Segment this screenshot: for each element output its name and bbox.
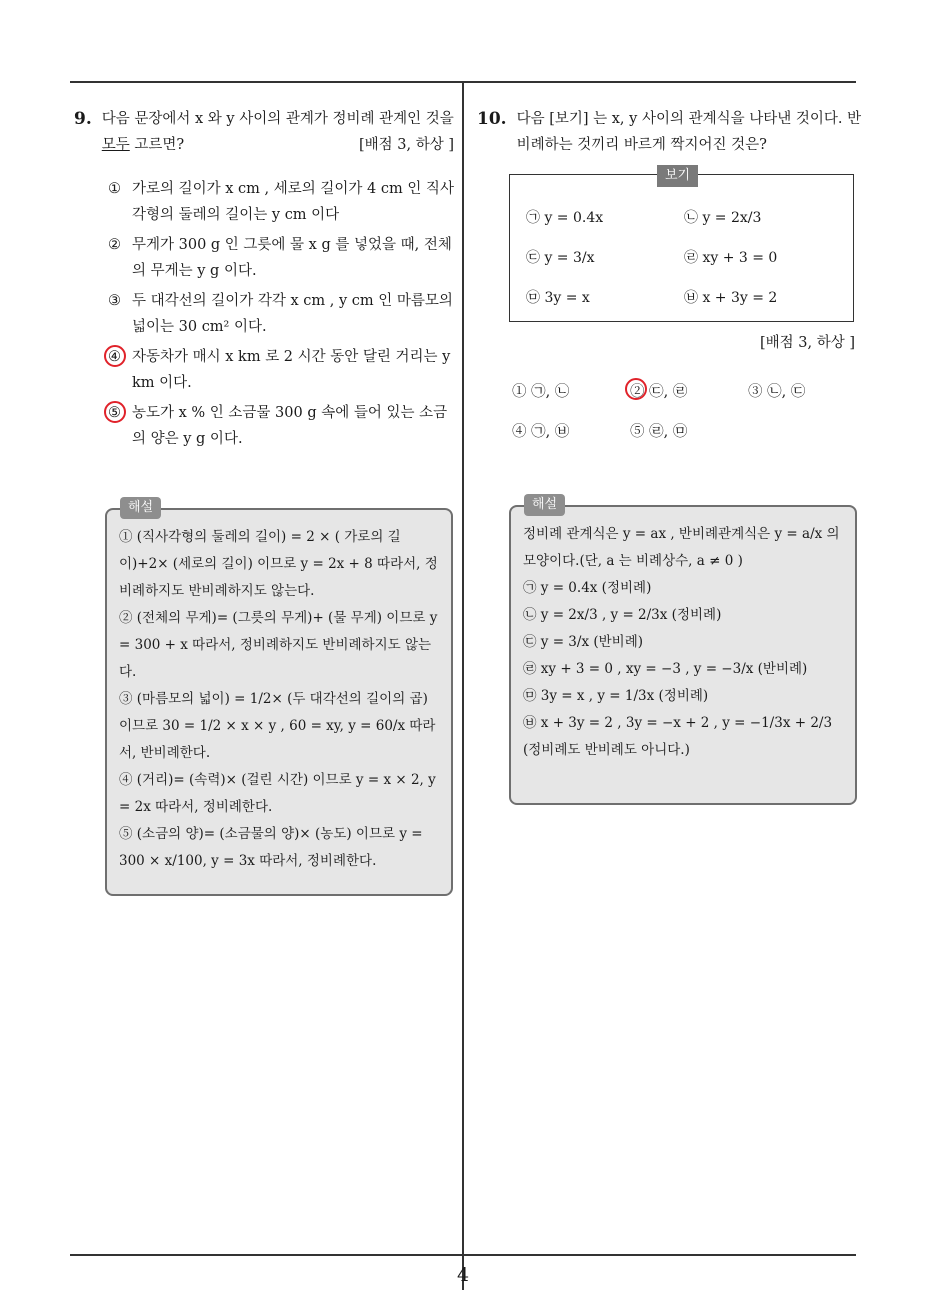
option-5[interactable]: ⑤ 농도가 x % 인 소금물 300 g 속에 들어 있는 소금의 양은 y g 이다. — [108, 400, 454, 452]
answer-circle-mark — [104, 401, 126, 423]
solution-line: ⑤ (소금의 양)= (소금물의 양)× (농도) 이므로 y = 300 × x/100, y = 3x 따라서, 정비례한다. — [119, 826, 423, 869]
solution-line: ① (직사각형의 둘레의 길이) = 2 × ( 가로의 길이)+2× (세로의 길이) 이므로 y = 2x + 8 따라서, 정비례하지도 반비례하지도 않는다. — [119, 529, 438, 599]
question-9 — [74, 106, 454, 456]
bogi-box — [509, 174, 854, 322]
answer-circle-mark — [104, 345, 126, 367]
solution-line: 정비례 관계식은 y = ax , 반비례관계식은 y = a/x 의 모양이다.(단, a 는 비례상수, a ≠ 0 ) — [523, 526, 840, 569]
answer-choice-2[interactable]: ② ㉢, ㉣ — [630, 380, 687, 401]
solution-line: ㉤ 3y = x , y = 1/3x (정비례) — [523, 688, 709, 704]
question-number: 10. — [477, 109, 507, 129]
solution-line: ② (전체의 무게)= (그릇의 무게)+ (물 무게) 이므로 y = 300 + x 따라서, 정비례하지도 반비례하지도 않는다. — [119, 610, 438, 680]
solution-line: ㉠ y = 0.4x (정비례) — [523, 580, 652, 596]
question-10 — [477, 106, 862, 158]
solution-line: ㉡ y = 2x/3 , y = 2/3x (정비례) — [523, 607, 722, 623]
solution-label: 해설 — [524, 494, 565, 516]
solution-label: 해설 — [120, 497, 161, 519]
option-2[interactable]: ② 무게가 300 g 인 그릇에 물 x g 를 넣었을 때, 전체의 무게는 y g 이다. — [108, 237, 452, 279]
answer-choice-3[interactable]: ③ ㉡, ㉢ — [748, 384, 806, 400]
underlined-word: 모두 — [101, 137, 130, 153]
bogi-item: ㉤ 3y = x — [526, 290, 590, 306]
solution-box-9 — [105, 508, 453, 896]
page-number: 4 — [456, 1264, 470, 1286]
bogi-item: ㉥ x + 3y = 2 — [684, 290, 778, 306]
solution-line: ④ (거리)= (속력)× (걸린 시간) 이므로 y = x × 2, y = 2x 따라서, 정비례한다. — [119, 772, 436, 815]
solution-line: ㉣ xy + 3 = 0 , xy = −3 , y = −3/x (반비례) — [523, 661, 808, 677]
question-text: 다음 문장에서 x 와 y 사이의 관계가 정비례 관계인 것을 모두 고르면? [배점 3, 하상 ] — [102, 106, 454, 158]
solution-line: ③ (마름모의 넓이) = 1/2× (두 대각선의 길이의 곱)이므로 30 = 1/2 × x × y , 60 = xy, y = 60/x 따라서, 반비례한다. — [119, 691, 436, 761]
bogi-item: ㉠ y = 0.4x — [526, 210, 604, 226]
option-3[interactable]: ③ 두 대각선의 길이가 각각 x cm , y cm 인 마름모의 넓이는 30 cm² 이다. — [108, 293, 453, 335]
score-label: [배점 3, 하상 ] — [759, 335, 855, 351]
bogi-item: ㉣ xy + 3 = 0 — [684, 250, 778, 266]
bogi-item: ㉢ y = 3/x — [526, 250, 595, 266]
answer-circle-mark — [625, 378, 647, 400]
score-label: [배점 3, 하상 ] — [358, 137, 454, 153]
answer-choice-1[interactable]: ① ㉠, ㉡ — [512, 384, 570, 400]
options-list — [74, 176, 454, 452]
option-4[interactable]: ④ 자동차가 매시 x km 로 2 시간 동안 달린 거리는 y km 이다. — [108, 344, 454, 396]
option-1[interactable]: ① 가로의 길이가 x cm , 세로의 길이가 4 cm 인 직사각형의 둘레의 길이는 y cm 이다 — [108, 181, 454, 223]
answer-choice-5[interactable]: ⑤ ㉣, ㉤ — [630, 424, 688, 440]
bogi-label: 보기 — [657, 165, 698, 187]
question-number: 9. — [74, 109, 92, 129]
answer-choice-4[interactable]: ④ ㉠, ㉥ — [512, 424, 570, 440]
bottom-rule — [70, 1254, 856, 1256]
solution-line: ㉥ x + 3y = 2 , 3y = −x + 2 , y = −1/3x + 2/3 (정비례도 반비례도 아니다.) — [523, 715, 833, 758]
question-text: 다음 [보기] 는 x, y 사이의 관계식을 나타낸 것이다. 반비례하는 것끼리 바르게 짝지어진 것은? — [516, 111, 862, 153]
solution-line: ㉢ y = 3/x (반비례) — [523, 634, 644, 650]
answer-choices — [512, 380, 852, 450]
bogi-item: ㉡ y = 2x/3 — [684, 210, 762, 226]
solution-box-10 — [509, 505, 857, 805]
column-divider — [462, 82, 464, 1290]
